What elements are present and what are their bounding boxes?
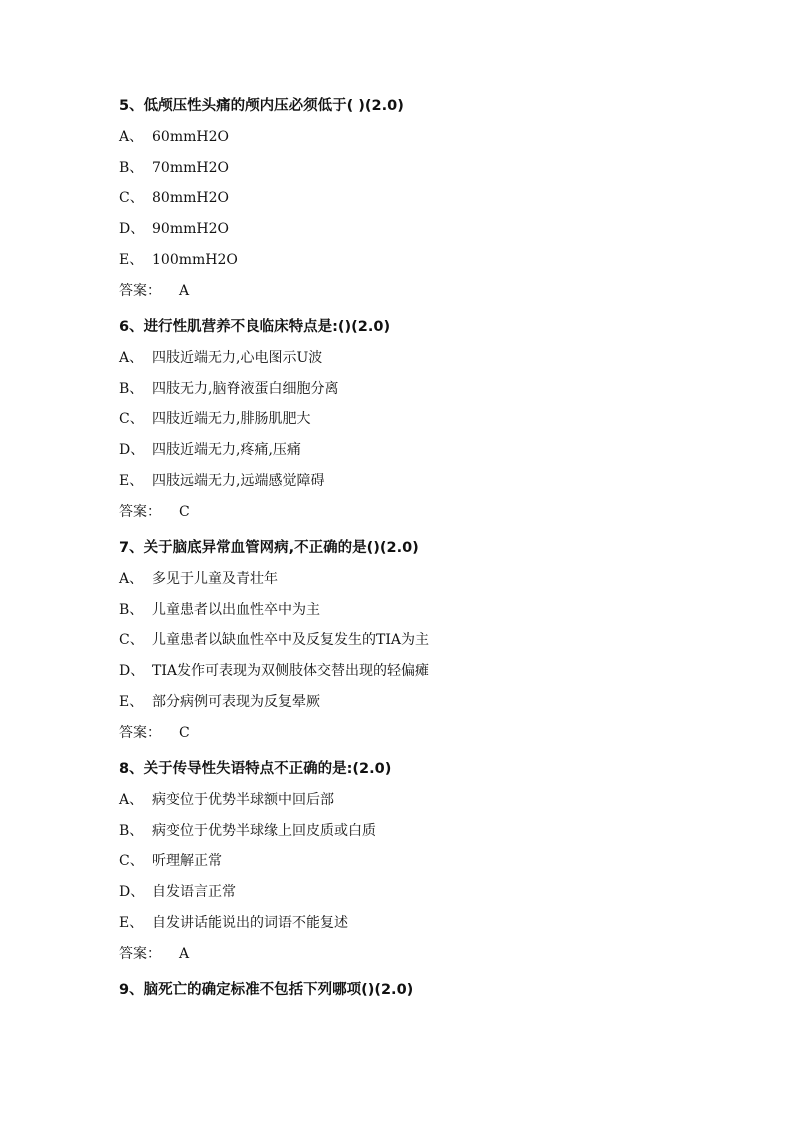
option-b bbox=[119, 379, 759, 399]
option-text: 四肢无力,脑脊液蛋白细胞分离 bbox=[152, 380, 339, 397]
question-6 bbox=[119, 317, 759, 522]
answer-line bbox=[119, 723, 759, 743]
option-b bbox=[119, 158, 759, 178]
option-text: TIA发作可表现为双侧肢体交替出现的轻偏瘫 bbox=[152, 663, 429, 680]
option-text: 四肢近端无力,腓肠肌肥大 bbox=[152, 411, 311, 428]
option-letter: C、 bbox=[119, 411, 144, 428]
option-letter: A、 bbox=[119, 791, 144, 808]
option-letter: A、 bbox=[119, 349, 144, 366]
option-letter: B、 bbox=[119, 601, 144, 618]
option-text: 100mmH2O bbox=[152, 251, 238, 268]
answer-line bbox=[119, 281, 759, 301]
option-text: 儿童患者以出血性卒中为主 bbox=[152, 601, 320, 618]
option-letter: A、 bbox=[119, 128, 144, 145]
question-5 bbox=[119, 96, 759, 301]
option-letter: E、 bbox=[119, 693, 144, 710]
option-c bbox=[119, 409, 759, 429]
option-a bbox=[119, 348, 759, 368]
answer-value: C bbox=[179, 503, 190, 520]
option-text: 部分病例可表现为反复晕厥 bbox=[152, 693, 320, 710]
option-text: 四肢近端无力,心电图示U波 bbox=[152, 349, 323, 366]
option-letter: A、 bbox=[119, 570, 144, 587]
option-letter: B、 bbox=[119, 822, 144, 839]
answer-line bbox=[119, 502, 759, 522]
answer-label: 答案： bbox=[119, 503, 161, 520]
answer-label: 答案： bbox=[119, 724, 161, 741]
option-text: 80mmH2O bbox=[152, 190, 229, 207]
question-title: 6、进行性肌营养不良临床特点是:()(2.0) bbox=[119, 319, 391, 335]
option-text: 病变位于优势半球缘上回皮质或白质 bbox=[152, 822, 376, 839]
option-b bbox=[119, 821, 759, 841]
option-e bbox=[119, 913, 759, 933]
option-letter: C、 bbox=[119, 853, 144, 870]
option-letter: D、 bbox=[119, 442, 145, 459]
option-letter: E、 bbox=[119, 914, 144, 931]
answer-line bbox=[119, 944, 759, 964]
option-letter: C、 bbox=[119, 190, 144, 207]
option-text: 儿童患者以缺血性卒中及反复发生的TIA为主 bbox=[152, 632, 429, 649]
option-b bbox=[119, 600, 759, 620]
question-title: 9、脑死亡的确定标准不包括下列哪项()(2.0) bbox=[119, 982, 414, 998]
answer-value: A bbox=[179, 945, 190, 962]
option-letter: E、 bbox=[119, 472, 144, 489]
question-8 bbox=[119, 759, 759, 964]
option-text: 70mmH2O bbox=[152, 159, 229, 176]
option-text: 多见于儿童及青壮年 bbox=[152, 570, 278, 587]
answer-label: 答案： bbox=[119, 945, 161, 962]
option-e bbox=[119, 692, 759, 712]
option-text: 60mmH2O bbox=[152, 128, 229, 145]
option-text: 90mmH2O bbox=[152, 221, 229, 238]
question-7 bbox=[119, 538, 759, 743]
option-letter: C、 bbox=[119, 632, 144, 649]
option-d bbox=[119, 219, 759, 239]
option-d bbox=[119, 661, 759, 681]
option-a bbox=[119, 127, 759, 147]
question-title: 7、关于脑底异常血管网病,不正确的是()(2.0) bbox=[119, 540, 419, 556]
answer-value: A bbox=[179, 282, 190, 299]
option-text: 自发讲话能说出的词语不能复述 bbox=[152, 914, 348, 931]
option-d bbox=[119, 882, 759, 902]
answer-label: 答案： bbox=[119, 282, 161, 299]
option-text: 病变位于优势半球额中回后部 bbox=[152, 791, 334, 808]
option-c bbox=[119, 851, 759, 871]
option-text: 四肢近端无力,疼痛,压痛 bbox=[152, 442, 301, 459]
option-a bbox=[119, 790, 759, 810]
question-9 bbox=[119, 980, 759, 1000]
answer-value: C bbox=[179, 724, 190, 741]
option-text: 四肢远端无力,远端感觉障碍 bbox=[152, 472, 325, 489]
option-c bbox=[119, 630, 759, 650]
question-title: 5、低颅压性头痛的颅内压必须低于( )(2.0) bbox=[119, 98, 404, 114]
option-letter: B、 bbox=[119, 159, 144, 176]
option-c bbox=[119, 188, 759, 208]
option-text: 自发语言正常 bbox=[152, 884, 236, 901]
option-text: 听理解正常 bbox=[152, 853, 222, 870]
option-e bbox=[119, 471, 759, 491]
option-a bbox=[119, 569, 759, 589]
option-e bbox=[119, 250, 759, 270]
option-letter: B、 bbox=[119, 380, 144, 397]
option-letter: D、 bbox=[119, 884, 145, 901]
option-letter: D、 bbox=[119, 663, 145, 680]
option-letter: E、 bbox=[119, 251, 144, 268]
question-title: 8、关于传导性失语特点不正确的是:(2.0) bbox=[119, 761, 392, 777]
option-d bbox=[119, 440, 759, 460]
option-letter: D、 bbox=[119, 221, 145, 238]
